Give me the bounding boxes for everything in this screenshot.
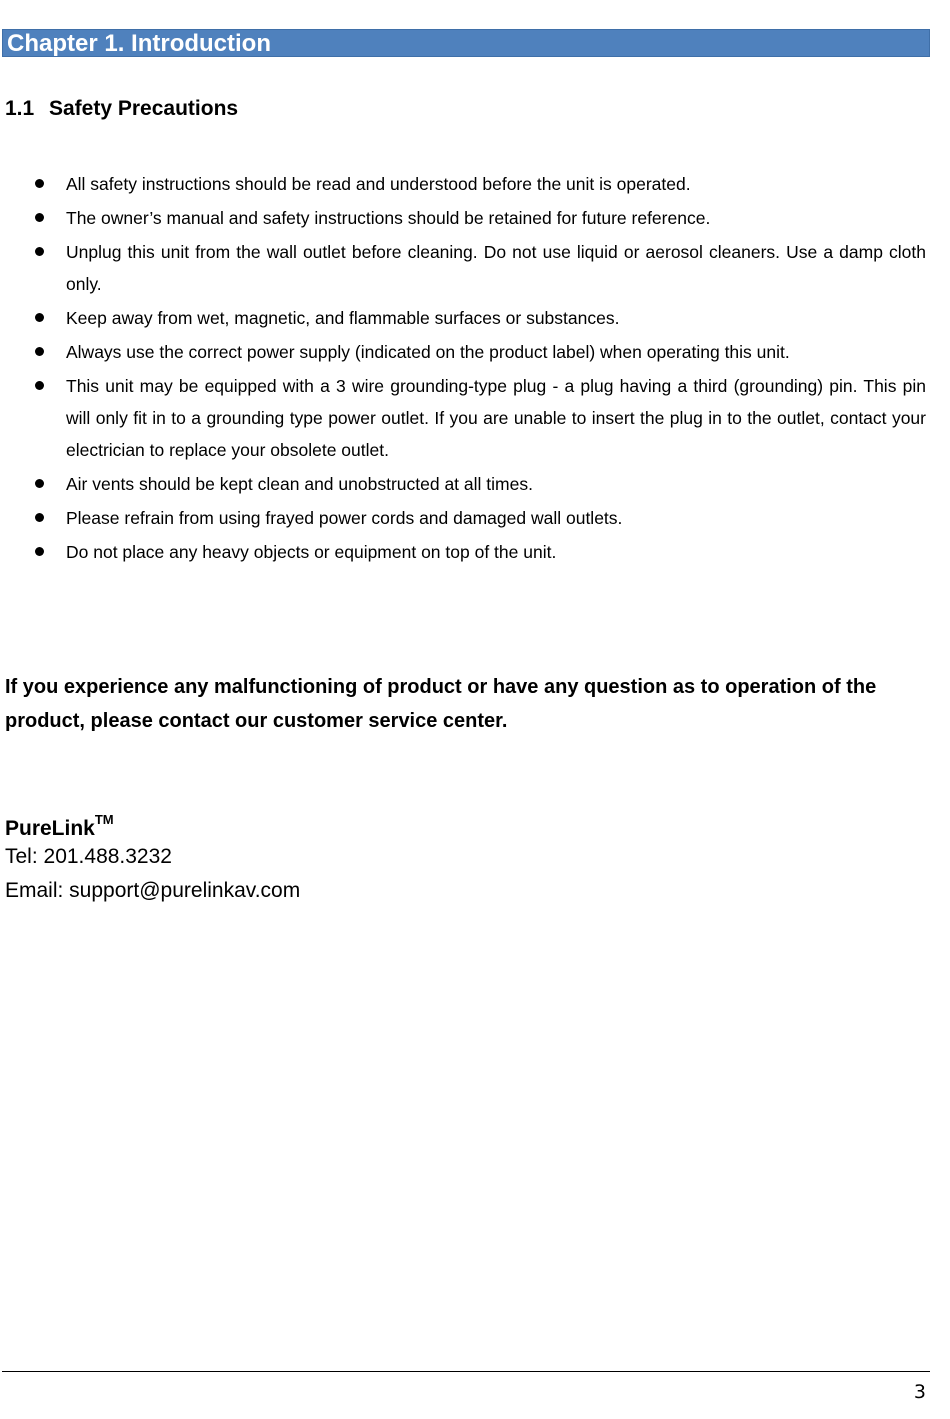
list-item-text: Keep away from wet, magnetic, and flammable surfaces or substances. — [66, 308, 620, 328]
list-item-text: Air vents should be kept clean and unobstructed at all times. — [66, 474, 533, 494]
list-item — [0, 370, 930, 466]
bullet-icon — [35, 213, 44, 222]
section-heading — [5, 96, 238, 122]
bullet-icon — [35, 547, 44, 556]
list-item — [0, 336, 930, 368]
list-item-text: This unit may be equipped with a 3 wire grounding-type plug - a plug having a third (grounding) pin. This pin will only fit in to a grounding type power outlet. If you are unable to insert the plug in to the outlet, contact your electrician to replace your obsolete outlet. — [66, 376, 926, 460]
brand-text: PureLink — [5, 817, 95, 840]
list-item — [0, 536, 930, 568]
telephone: Tel: 201.488.3232 — [5, 845, 172, 868]
list-item-text: Please refrain from using frayed power cords and damaged wall outlets. — [66, 508, 623, 528]
list-item — [0, 502, 930, 534]
list-item — [0, 202, 930, 234]
bullet-icon — [35, 179, 44, 188]
list-item — [0, 468, 930, 500]
list-item-text: All safety instructions should be read and understood before the unit is operated. — [66, 174, 691, 194]
brand-name — [5, 808, 114, 844]
list-item — [0, 168, 930, 200]
bullet-icon — [35, 381, 44, 390]
email-address: Email: support@purelinkav.com — [5, 879, 301, 902]
bullet-icon — [35, 479, 44, 488]
trademark-mark: TM — [94, 812, 114, 827]
chapter-title: Chapter 1. Introduction — [7, 30, 271, 57]
customer-service-note: If you experience any malfunctioning of product or have any question as to operation of the product, please contact our customer service center. — [5, 676, 877, 732]
bullet-icon — [35, 347, 44, 356]
bullet-icon — [35, 513, 44, 522]
list-item — [0, 236, 930, 300]
chapter-header-bar — [2, 29, 930, 57]
safety-precautions-list — [0, 168, 930, 570]
list-item-text: Unplug this unit from the wall outlet before cleaning. Do not use liquid or aerosol cleaners. Use a damp cloth only. — [66, 242, 926, 294]
list-item-text: The owner’s manual and safety instructions should be retained for future reference. — [66, 208, 711, 228]
list-item-text: Do not place any heavy objects or equipment on top of the unit. — [66, 542, 557, 562]
list-item — [0, 302, 930, 334]
page-number: 3 — [913, 1381, 926, 1403]
section-number: 1.1 — [5, 97, 35, 120]
bullet-icon — [35, 313, 44, 322]
bullet-icon — [35, 247, 44, 256]
section-title: Safety Precautions — [49, 97, 239, 120]
footer-divider — [2, 1371, 930, 1372]
list-item-text: Always use the correct power supply (indicated on the product label) when operating this unit. — [66, 342, 790, 362]
